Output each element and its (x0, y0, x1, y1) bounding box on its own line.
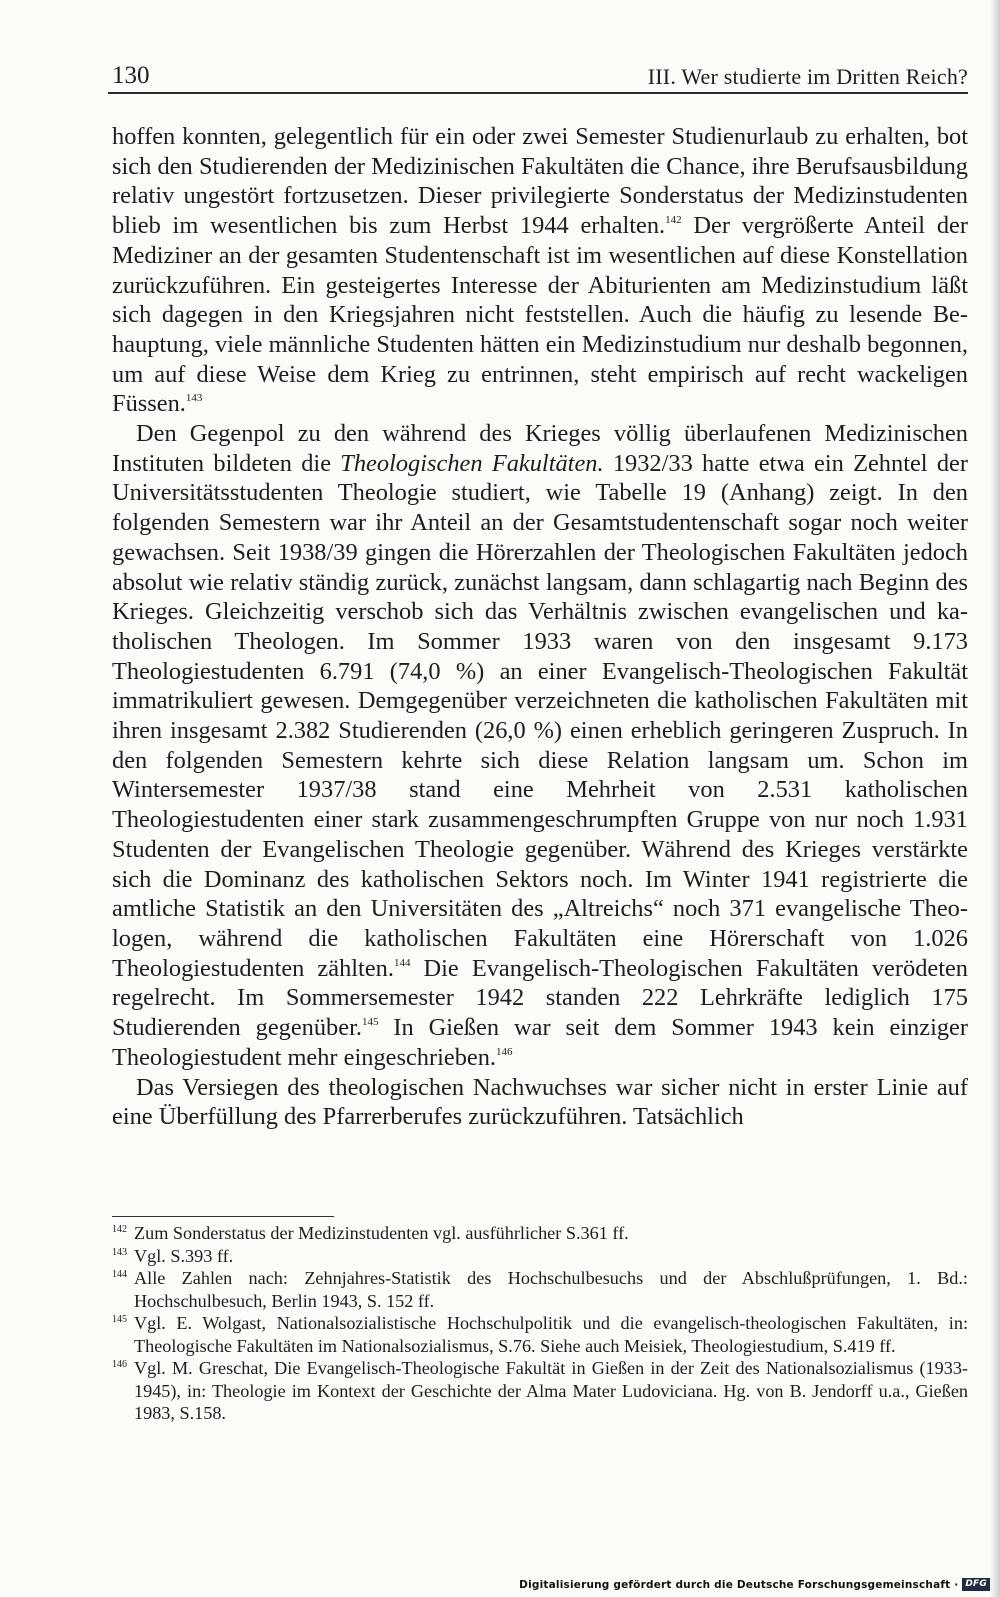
footnote-ref-144[interactable]: 144 (393, 956, 411, 969)
footnote-text: Zum Sonderstatus der Medizinstudenten vgl. ausführlicher S.361 ff. (134, 1223, 629, 1243)
paragraph-3: Das Versiegen des theologischen Nachwuchses war sicher nicht in erster Linie auf eine Überfüllung des Pfarrerberufes zurückzuführen. Tatsächlich (112, 1073, 968, 1131)
paragraph-2 (112, 419, 968, 1072)
footnote-item (112, 1222, 968, 1245)
footnote-number: 143 (112, 1246, 127, 1258)
footnote-ref-146[interactable]: 146 (496, 1045, 513, 1058)
footnote-item (112, 1312, 968, 1357)
paragraph-1 (112, 122, 968, 419)
footnote-text: Vgl. M. Greschat, Die Evangelisch-Theologische Fakultät in Gießen in der Zeit des Nationalsozialismus (1933-1945), in: Theologie im Kontext der Geschichte der Alma Mater Ludoviciana. Hg. von B. Jendorff u.a., Gießen 1983, S.158. (134, 1358, 968, 1423)
page-edge-shadow (990, 0, 1000, 1597)
footnotes (112, 1222, 968, 1425)
footnote-item (112, 1267, 968, 1312)
footnote-text: Vgl. E. Wolgast, Nationalsozialistische Hochschulpolitik und die evangelisch-theologischen Fakultäten, in: Theologische Fakultäten im Nationalsozialismus, S.76. Siehe auch Meisiek, Theologiestudium, S.419 ff. (134, 1313, 968, 1356)
paragraph-2-text-c: Die Evangelisch-Theologischen Fakultäten verödeten regelrecht. Im Sommersemester 1942 standen 222 Lehrkräfte lediglich 175 Studierenden gegenüber. (112, 954, 969, 1042)
running-head: III. Wer studierte im Dritten Reich? (647, 64, 968, 89)
footnote-number: 146 (112, 1359, 127, 1370)
page-number: 130 (112, 62, 150, 89)
footnote-number: 145 (112, 1314, 127, 1325)
footnote-number: 144 (112, 1269, 127, 1280)
body-text (112, 122, 968, 1132)
footnote-number: 142 (112, 1224, 127, 1235)
footnote-ref-145[interactable]: 145 (361, 1016, 379, 1029)
emphasis-theologische-fakultaeten: Theologischen Fakultäten. (340, 449, 604, 477)
paragraph-2-text-a: Den Gegenpol zu den während des Krieges völlig überlaufenen Medizinischen Instituten bildeten die (112, 420, 968, 477)
paragraph-2-text-d: In Gießen war seit dem Sommer 1943 kein einziger Theologiestudent mehr eingeschrieben. (112, 1014, 969, 1071)
footnote-item (112, 1357, 968, 1425)
footnote-ref-143[interactable]: 143 (185, 392, 203, 405)
footnote-item (112, 1245, 968, 1268)
credit-text: Digitalisierung gefördert durch die Deutsche Forschungsgemeinschaft · (519, 1578, 959, 1591)
footnote-text: Vgl. S.393 ff. (134, 1245, 234, 1266)
paragraph-1-text-a: hoffen konnten, gelegentlich für ein oder zwei Semester Studienurlaub zu erhalten, bot sich den Studierenden der Medizinischen Fakultäten die Chance, ihre Berufsausbildung relativ ungestört fortzusetzen. Dieser privilegierte Sonderstatus der Medizinstudenten blieb im wesentlichen bis zum Herbst 1944 erhalten. (112, 123, 968, 240)
digitization-credit (519, 1578, 990, 1591)
footnote-divider (112, 1216, 334, 1217)
paragraph-2-text-b: 1932/33 hatte etwa ein Zehntel der Universitätsstudenten Theologie studiert, wie Tabelle 19 (Anhang) zeigt. In den folgenden Semestern war ihr Anteil an der Gesamtstudentenschaft sogar noch weiter gewachsen. Seit 1938/39 gingen die Hörerzahlen der Theologischen Fakultäten jedoch absolut wie relativ ständig zurück, zunächst langsam, dann schlagartig nach Beginn des Krieges. Gleichzeitig verschob sich das Verhältnis zwischen evangelischen und katholischen Theologen. Im Sommer 1933 waren von den insgesamt 9.173 Theologiestudenten 6.791 (74,0 %) an einer Evangelisch-Theologischen Fakultät immatrikuliert gewesen. Demgegenüber verzeichneten die katholischen Fakultäten mit ihren insgesamt 2.382 Studierenden (26,0 %) einen erheblich geringeren Zuspruch. In den folgenden Semestern kehrte sich diese Relation langsam um. Schon im Wintersemester 1937/38 stand eine Mehrheit von 2.531 katholischen Theologiestudenten einer stark zusammengeschrumpften Gruppe von nur noch 1.931 Studenten der Evangelischen Theologie gegenüber. Während des Krieges verstärkte sich die Dominanz des katholischen Sektors noch. Im Winter 1941 registrierte die amtliche Statistik an den Universitäten des „Altreichs“ noch 371 evangelische Theologen, während die katholischen Fakultäten eine Hörerschaft von 1.026 Theologiestudenten zählten. (112, 449, 968, 982)
footnote-ref-142[interactable]: 142 (665, 214, 682, 227)
footnote-text: Alle Zahlen nach: Zehnjahres-Statistik des Hochschulbesuchs und der Abschlußprüfungen, 1. Bd.: Hochschulbesuch, Berlin 1943, S. 152 ff. (134, 1268, 968, 1311)
paragraph-1-text-b: Der vergrößerte Anteil der Mediziner an der gesamten Studentenschaft ist im wesentlichen auf diese Konstellation zurückzuführen. Ein gesteigertes Interesse der Abiturienten am Medizinstudium läßt sich dagegen in den Kriegsjahren nicht feststellen. Auch die häufig zu lesende Behauptung, viele männliche Studenten hätten ein Medizinstudium nur deshalb begonnen, um auf diese Weise dem Krieg zu entrinnen, steht empirisch auf recht wackeligen Füssen. (112, 212, 968, 418)
dfg-logo: DFG (962, 1578, 990, 1591)
page-header (108, 58, 968, 94)
